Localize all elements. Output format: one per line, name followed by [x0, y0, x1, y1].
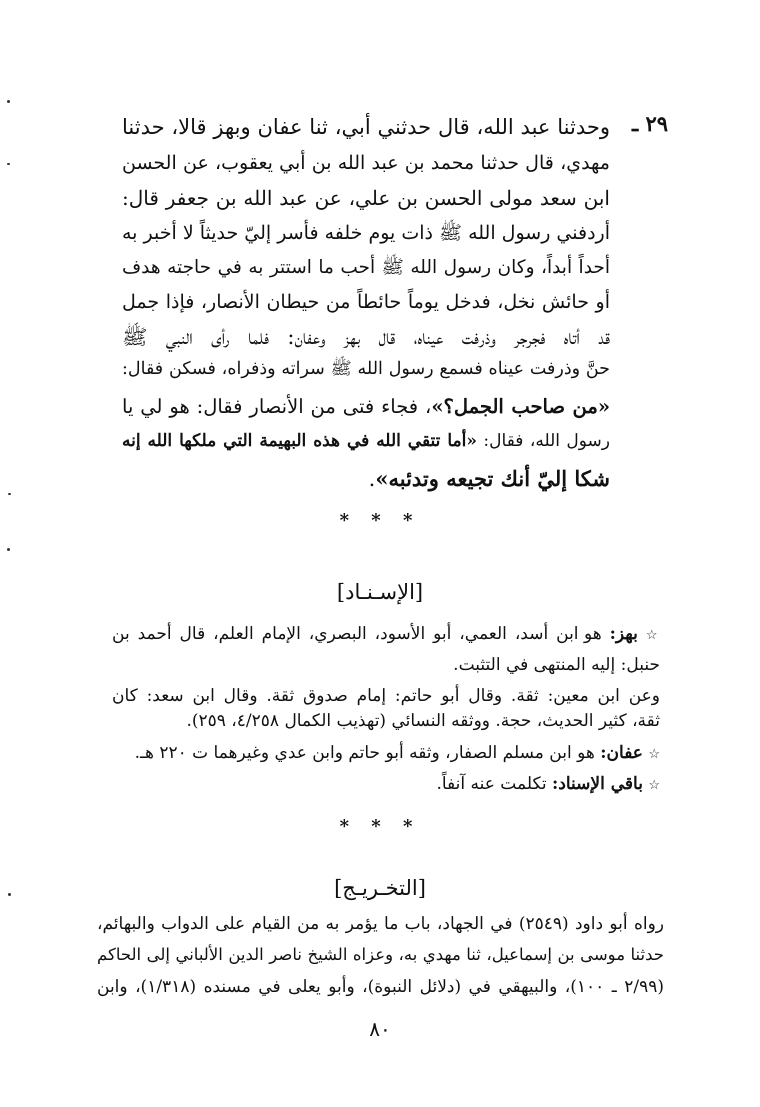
- section-separator: * * *: [339, 816, 421, 837]
- hadith-line: أو حائش نخل، فدخل يوماً حائطاً من حيطان الأنصار، فإذا جمل: [122, 291, 610, 313]
- narrator-text: هو ابن مسلم الصفار، وثقه أبو حاتم وابن عدي وغيرهما ت ٢٢٠ هـ.: [134, 743, 595, 763]
- takhrij-line: (٢/٩٩ ـ ١٠٠)، والبيهقي في (دلائل النبوة)، وأبو يعلى في مسنده (١/٣١٨)، وابن: [97, 977, 664, 997]
- narrator-label: بهز:: [609, 624, 638, 644]
- hadith-line: أحداً أبداً، وكان رسول الله ﷺ أحب ما استتر به في حاجته هدف: [122, 257, 610, 278]
- hadith-line: [122, 433, 610, 450]
- narrator-label: باقي الإسناد:: [551, 774, 643, 794]
- section-separator: * * *: [339, 510, 421, 531]
- narrator-label: عفان:: [600, 743, 643, 763]
- scan-speck: [7, 548, 10, 551]
- prophet-quote: «من صاحب الجمل؟»: [431, 395, 611, 418]
- star-icon: ☆: [645, 628, 661, 643]
- takhrij-line: حدثنا موسى بن إسماعيل، ثنا مهدي به، وعزاه الشيخ ناصر الدين الألباني إلى الحاكم: [97, 945, 664, 964]
- isnad-line: [112, 626, 660, 643]
- hadith-line: أردفني رسول الله ﷺ ذات يوم خلفه فأسر إليّ حديثاً لا أخبر به: [122, 222, 610, 244]
- isnad-line: وعن ابن معين: ثقة. وقال أبو حاتم: إمام صدوق ثقة. وقال ابن سعد: كان: [112, 686, 660, 706]
- hadith-line: مهدي، قال حدثنا محمد بن عبد الله بن أبي يعقوب، عن الحسن: [122, 152, 610, 174]
- hadith-number: ٢٩ ـ: [631, 111, 668, 136]
- scan-speck: [7, 100, 10, 103]
- scan-speck: [8, 893, 11, 896]
- hadith-text-segment: ، فجاء فتى من الأنصار فقال: هو لي يا: [122, 395, 432, 418]
- hadith-line: [122, 468, 610, 490]
- star-icon: ☆: [648, 747, 660, 762]
- scan-speck: [8, 493, 11, 495]
- scan-speck: [7, 163, 10, 165]
- page-number: ٨٠: [369, 1017, 391, 1041]
- isnad-heading: [الإسـنـاد]: [336, 580, 424, 604]
- prophet-quote: «أما تتقي الله في هذه البهيمة التي ملكها الله إنه: [122, 431, 477, 451]
- takhrij-line: رواه أبو داود (٢٥٤٩) في الجهاد، باب ما يؤمر به من القيام على الدواب والبهائم،: [97, 914, 665, 934]
- narrator-text: هو ابن أسد، العمي، أبو الأسود، البصري، الإمام العلم، قال أحمد بن: [112, 624, 602, 644]
- hadith-line: [122, 397, 610, 417]
- isnad-line: [135, 745, 660, 762]
- hadith-line: ابن سعد مولى الحسن بن علي، عن عبد الله بن جعفر قال:: [122, 186, 610, 210]
- narrator-text: تكلمت عنه آنفاً.: [436, 774, 547, 794]
- hadith-line: قد أتاه فجرجر وذرفت عيناه، قال بهز وعفان: فلما رأى النبي ﷺ: [122, 325, 610, 349]
- hadith-line: وحدثنا عبد الله، قال حدثني أبي، ثنا عفان وبهز قالا، حدثنا: [122, 115, 610, 139]
- hadith-line: حنَّ وذرفت عيناه فسمع رسول الله ﷺ سراته وذفراه، فسكن فقال:: [122, 359, 610, 379]
- isnad-line: [436, 776, 660, 793]
- isnad-line: ثقة، كثير الحديث، حجة. ووثقه النسائي (تهذيب الكمال ٤/٢٥٨، ٢٥٩).: [186, 711, 660, 731]
- isnad-line: حنبل: إليه المنتهى في التثبت.: [453, 655, 660, 675]
- hadith-text-segment: رسول الله، فقال:: [477, 431, 610, 451]
- prophet-quote: شكا إليّ أنك تجيعه وتدئبه»: [375, 466, 610, 491]
- hadith-text-segment: .: [368, 467, 376, 491]
- takhrij-heading: [التخـريـج]: [334, 876, 426, 900]
- star-icon: ☆: [648, 778, 660, 793]
